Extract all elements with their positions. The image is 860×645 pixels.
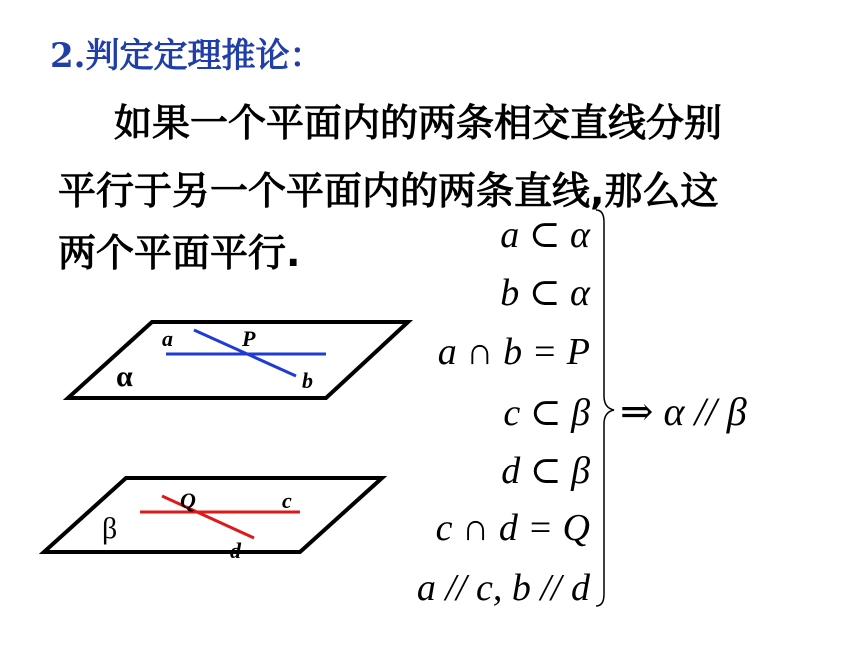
theorem-heading: 2.判定定理推论： xyxy=(50,36,324,76)
line-c-label: c xyxy=(282,488,292,513)
line-d-label: d xyxy=(230,538,241,563)
right-brace xyxy=(596,210,614,606)
line-b-label: b xyxy=(302,368,313,393)
line-d xyxy=(162,496,254,538)
conclusion: ⇒ α // β xyxy=(620,389,747,434)
statement-line-2: 平行于另一个平面内的两条直线,那么这 xyxy=(58,169,719,213)
condition-c-cap-d: c ∩ d = Q xyxy=(435,507,590,549)
plane-beta-label: β xyxy=(102,512,118,545)
condition-a-in-alpha: a ⊂ α xyxy=(500,214,590,256)
condition-a-cap-b: a ∩ b = P xyxy=(437,331,590,373)
point-q-label: Q xyxy=(180,488,196,513)
point-p-label: P xyxy=(242,326,256,351)
condition-c-in-beta: c ⊂ β xyxy=(503,392,590,434)
plane-beta xyxy=(44,478,382,552)
condition-b-in-alpha: b ⊂ α xyxy=(500,272,590,314)
statement-line-3: 两个平面平行. xyxy=(58,231,301,275)
statement-line-1: 如果一个平面内的两条相交直线分别 xyxy=(114,101,723,145)
condition-parallel-pairs: a // c, b // d xyxy=(416,567,590,609)
condition-d-in-beta: d ⊂ β xyxy=(501,450,590,492)
line-a-label: a xyxy=(162,326,173,351)
plane-alpha-label: α xyxy=(116,360,133,393)
